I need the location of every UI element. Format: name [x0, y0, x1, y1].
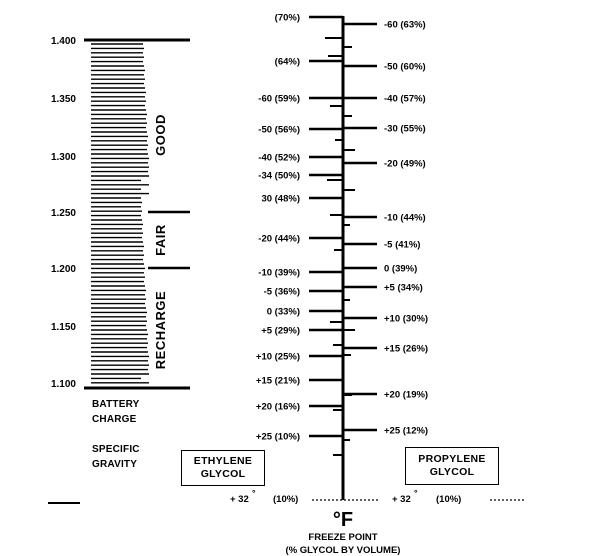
ethylene-label: -5 (36%)	[263, 286, 300, 298]
battery-tick-1-200: 1.200	[50, 264, 76, 275]
propylene-box-line1: PROPYLENE	[418, 453, 486, 465]
axis-caption-line2: (% GLYCOL BY VOLUME)	[285, 545, 401, 556]
ethylene-label: (70%)	[274, 12, 300, 24]
ethylene-label: -50 (56%)	[258, 124, 300, 136]
propylene-label: +15 (26%)	[384, 343, 429, 355]
ethylene-label: -10 (39%)	[258, 267, 300, 279]
propylene-label: 0 (39%)	[384, 263, 418, 275]
axis-caption-line1: FREEZE POINT	[308, 532, 378, 543]
ethylene-label: 30 (48%)	[261, 193, 300, 205]
propylene-bottom-pct: (10%)	[436, 494, 462, 505]
ethylene-bottom-pct: (10%)	[273, 494, 299, 505]
ethylene-bottom-label: + 32	[230, 494, 249, 505]
propylene-bottom-degree: °	[414, 488, 418, 498]
battery-caption	[92, 397, 140, 472]
ethylene-label: (64%)	[274, 56, 300, 68]
battery-tick-1-350: 1.350	[50, 94, 76, 105]
ethylene-label: -60 (59%)	[258, 93, 300, 105]
battery-caption-line3: SPECIFIC	[92, 444, 140, 455]
battery-tick-1-300: 1.300	[50, 152, 76, 163]
propylene-label: -30 (55%)	[384, 123, 426, 135]
propylene-label: +10 (30%)	[384, 313, 429, 325]
ethylene-label: -34 (50%)	[258, 170, 300, 182]
ethylene-glycol-box	[181, 450, 265, 486]
propylene-box-line2: GLYCOL	[429, 466, 475, 478]
battery-caption-line4: GRAVITY	[92, 459, 138, 470]
ethylene-box-line1: ETHYLENE	[193, 455, 253, 467]
ethylene-label: +20 (16%)	[255, 401, 300, 413]
propylene-bottom-label: + 32	[392, 494, 411, 505]
battery-tick-1-400: 1.400	[50, 36, 76, 47]
ethylene-box-line2: GLYCOL	[200, 468, 246, 480]
battery-caption-line1: BATTERY	[92, 399, 140, 410]
ethylene-label: 0 (33%)	[266, 306, 300, 318]
propylene-label: +5 (34%)	[384, 282, 423, 294]
battery-zone-labels	[153, 114, 168, 369]
propylene-label: -60 (63%)	[384, 19, 426, 31]
battery-tick-1-250: 1.250	[50, 208, 76, 219]
zone-label-recharge: RECHARGE	[153, 290, 168, 370]
freeze-point-axis	[325, 16, 355, 500]
bottom-reference-row	[230, 488, 525, 505]
propylene-label: +20 (19%)	[384, 389, 429, 401]
ethylene-label: +25 (10%)	[255, 431, 300, 443]
axis-caption	[286, 509, 401, 556]
propylene-label: -50 (60%)	[384, 61, 426, 73]
ethylene-label: -40 (52%)	[258, 152, 300, 164]
propylene-label: +25 (12%)	[384, 425, 429, 437]
propylene-glycol-box	[405, 447, 499, 485]
ethylene-label: +5 (29%)	[261, 325, 300, 337]
propylene-label: -5 (41%)	[384, 239, 421, 251]
propylene-label: -20 (49%)	[384, 158, 426, 170]
zone-label-fair: FAIR	[153, 224, 168, 256]
ethylene-label: -20 (44%)	[258, 233, 300, 245]
propylene-glycol-scale	[343, 20, 428, 437]
propylene-label: -10 (44%)	[384, 212, 426, 224]
zone-label-good: GOOD	[153, 114, 168, 156]
battery-tick-1-150: 1.150	[50, 322, 76, 333]
battery-caption-line2: CHARGE	[92, 414, 137, 425]
ethylene-bottom-degree: °	[252, 488, 256, 498]
ethylene-label: +15 (21%)	[255, 375, 300, 387]
axis-unit: °F	[332, 509, 354, 531]
ethylene-label: +10 (25%)	[255, 351, 300, 363]
battery-tick-1-100: 1.100	[50, 379, 76, 390]
battery-scale-tick-labels	[51, 36, 76, 390]
propylene-label: -40 (57%)	[384, 93, 426, 105]
ethylene-glycol-scale	[256, 13, 343, 443]
